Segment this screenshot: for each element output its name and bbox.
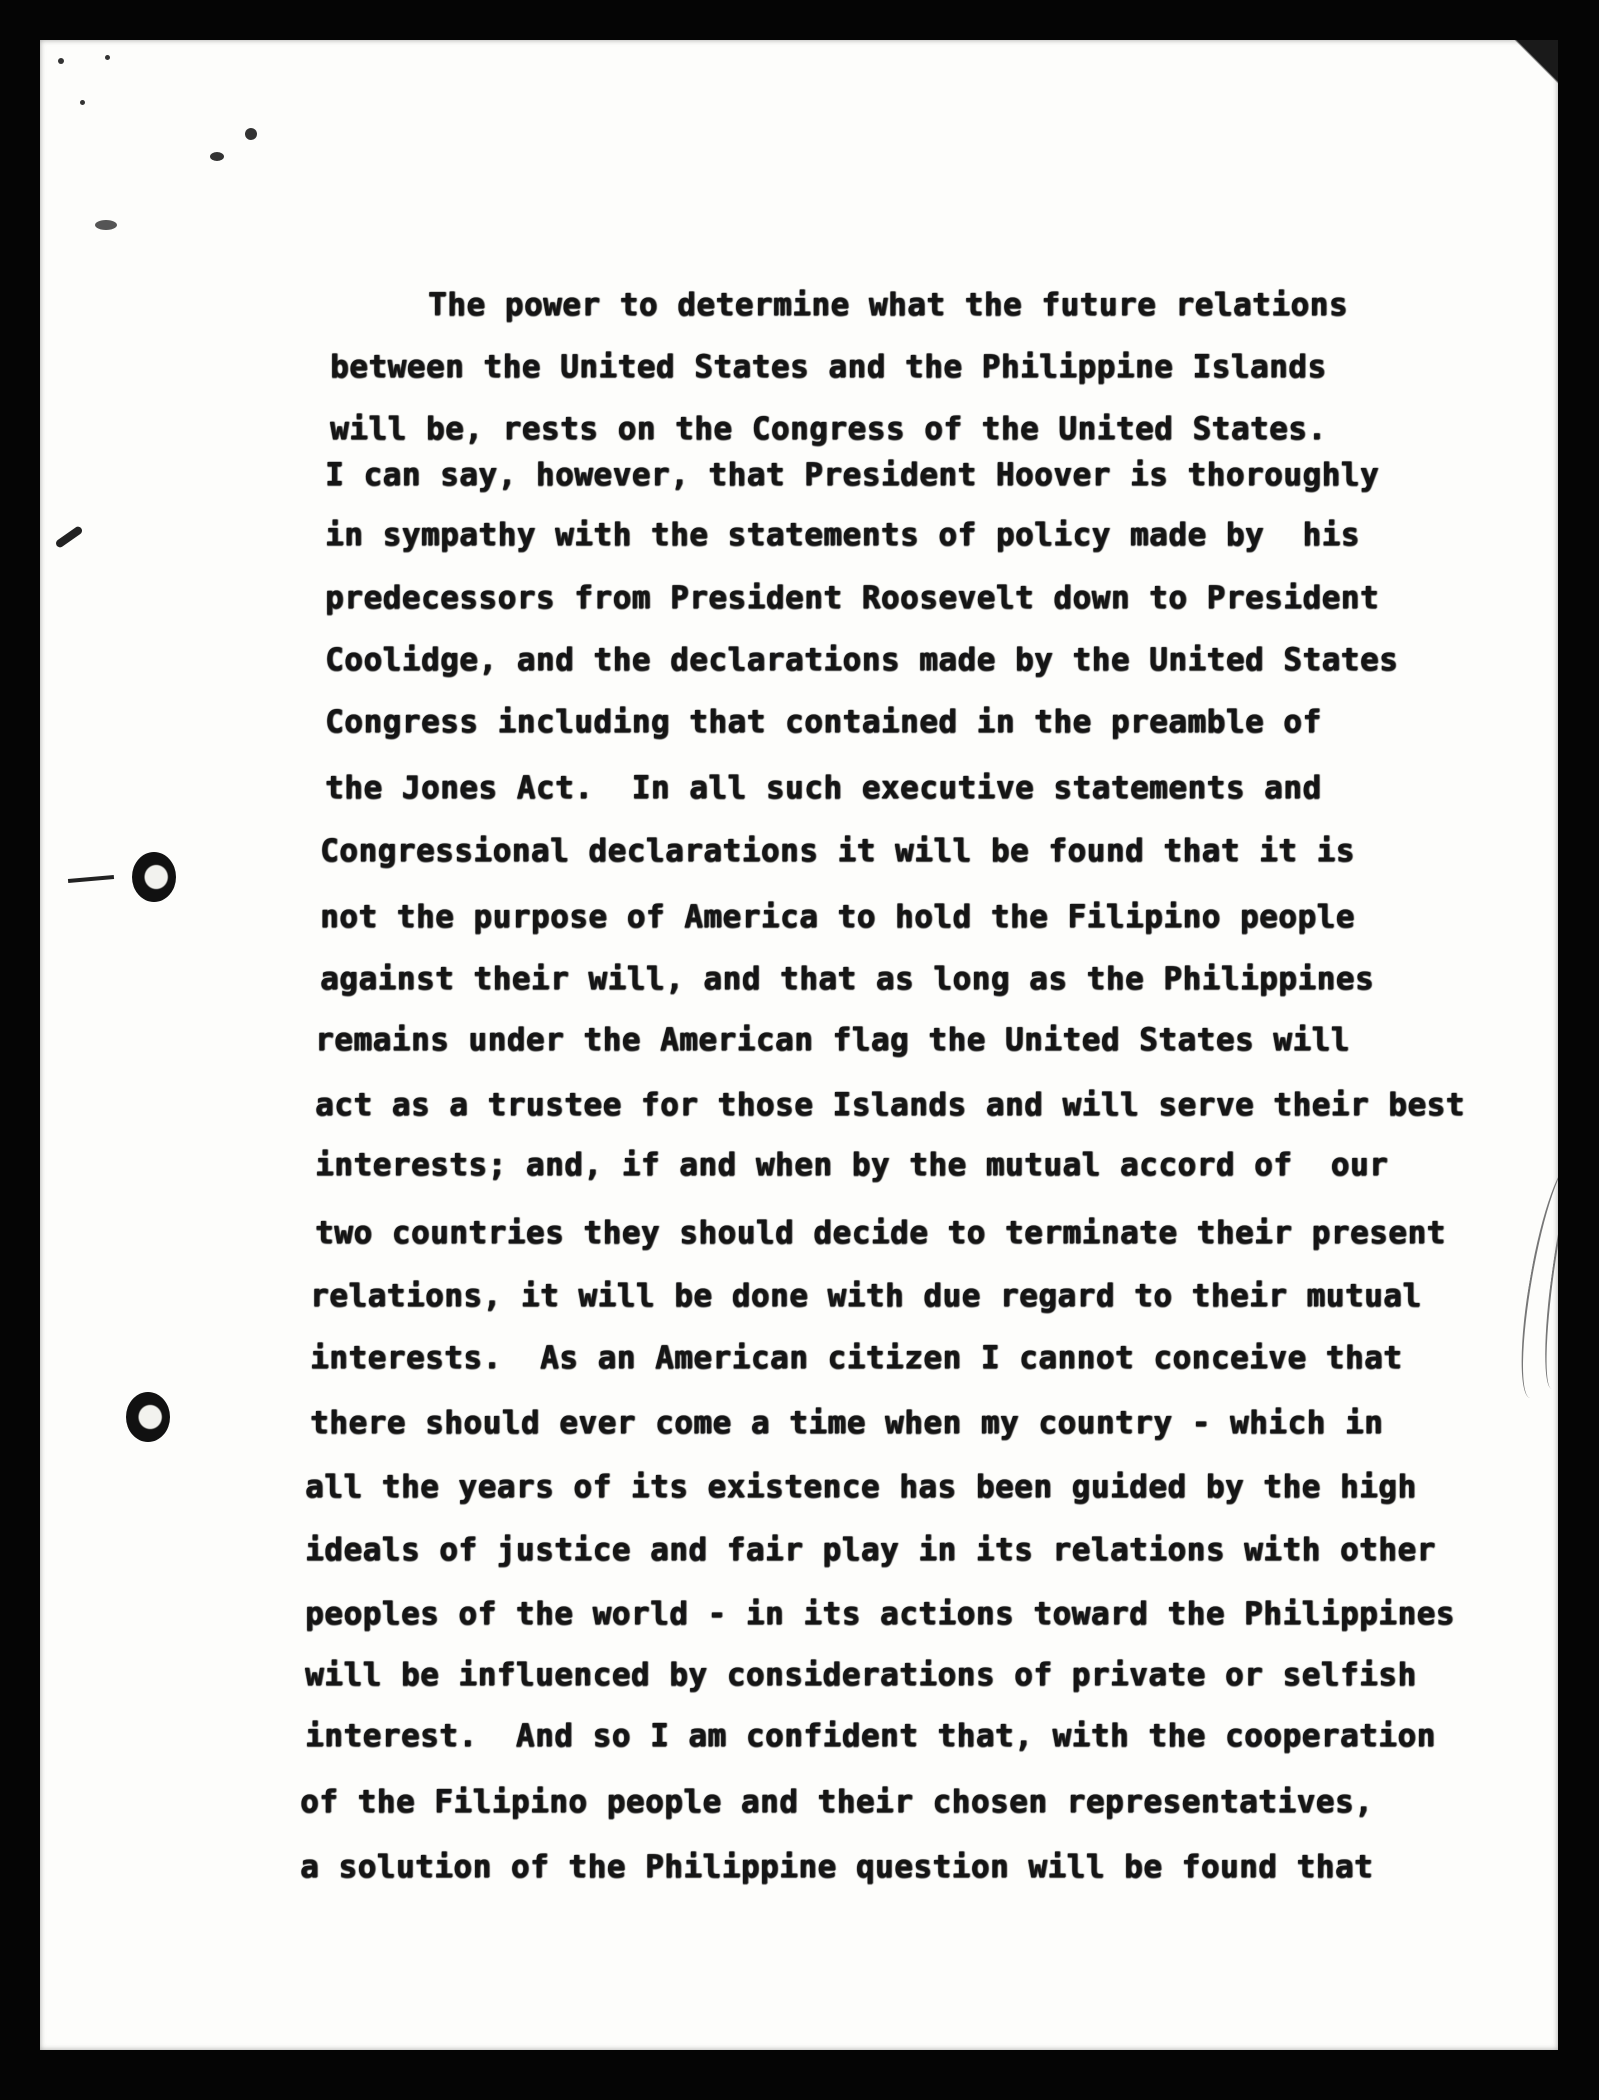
text-line: interests. As an American citizen I cannot conceive that — [310, 1340, 1403, 1376]
text-line: two countries they should decide to terminate their present — [315, 1215, 1446, 1251]
text-line: peoples of the world - in its actions toward the Philippines — [305, 1596, 1455, 1632]
text-line: Congressional declarations it will be found that it is — [320, 833, 1355, 869]
text-line: predecessors from President Roosevelt down to President — [325, 580, 1379, 616]
text-line: act as a trustee for those Islands and will serve their best — [315, 1087, 1465, 1123]
text-line: will be, rests on the Congress of the United States. — [330, 411, 1327, 447]
text-line: I can say, however, that President Hoover is thoroughly — [325, 457, 1379, 493]
text-line: Coolidge, and the declarations made by the United States — [325, 642, 1399, 678]
text-line: The power to determine what the future relations — [428, 287, 1348, 323]
text-line: there should ever come a time when my country - which in — [310, 1405, 1384, 1441]
text-line: interests; and, if and when by the mutual accord of our — [315, 1147, 1389, 1183]
text-line: between the United States and the Philippine Islands — [330, 349, 1327, 385]
text-line: Congress including that contained in the preamble of — [325, 704, 1322, 740]
text-line: remains under the American flag the United States will — [315, 1022, 1350, 1058]
text-line: against their will, and that as long as the Philippines — [320, 961, 1374, 997]
text-line: of the Filipino people and their chosen representatives, — [300, 1784, 1374, 1820]
text-line: ideals of justice and fair play in its relations with other — [305, 1532, 1436, 1568]
text-line: relations, it will be done with due regard to their mutual — [310, 1278, 1422, 1314]
text-line: the Jones Act. In all such executive statements and — [325, 770, 1322, 806]
text-line: will be influenced by considerations of private or selfish — [305, 1657, 1417, 1693]
text-line: in sympathy with the statements of policy made by his — [325, 517, 1360, 553]
text-line: all the years of its existence has been guided by the high — [305, 1469, 1417, 1505]
text-line: not the purpose of America to hold the Filipino people — [320, 899, 1355, 935]
text-line: interest. And so I am confident that, with the cooperation — [305, 1718, 1436, 1754]
text-line: a solution of the Philippine question will be found that — [300, 1849, 1374, 1885]
